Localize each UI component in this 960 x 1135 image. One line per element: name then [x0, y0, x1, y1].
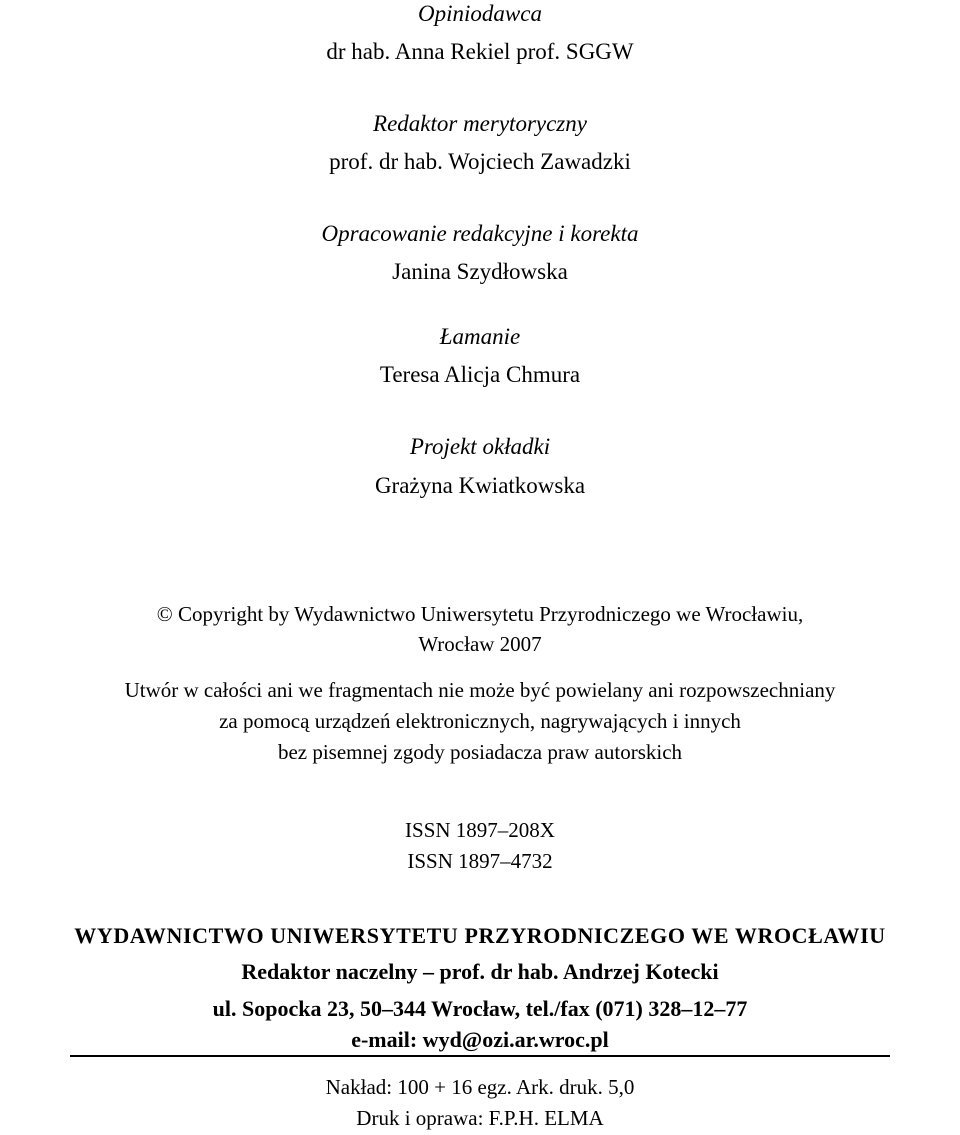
publisher-email: e-mail: wyd@ozi.ar.wroc.pl [351, 1027, 609, 1052]
credit-role-substantive-editor: Redaktor merytoryczny [373, 111, 587, 136]
credit-name-typesetting: Teresa Alicja Chmura [379, 362, 581, 387]
credit-name-substantive-editor: prof. dr hab. Wojciech Zawadzki [329, 149, 631, 174]
credit-role-typesetting: Łamanie [439, 324, 521, 349]
rights-notice-line: za pomocą urządzeń elektronicznych, nagrywających i innych [219, 709, 741, 733]
copyright-place-year: Wrocław 2007 [418, 632, 542, 656]
issn-number: ISSN 1897–208X [405, 818, 555, 842]
rights-notice-line: Utwór w całości ani we fragmentach nie może być powielany ani rozpowszechniany [124, 678, 836, 702]
credit-role-reviewer: Opiniodawca [418, 1, 542, 26]
printer: Druk i oprawa: F.P.H. ELMA [356, 1106, 604, 1130]
credit-role-cover-design: Projekt okładki [409, 434, 551, 459]
credit-name-reviewer: dr hab. Anna Rekiel prof. SGGW [326, 39, 634, 64]
issn-number: ISSN 1897–4732 [407, 849, 553, 873]
credit-role-copy-editing: Opracowanie redakcyjne i korekta [321, 221, 639, 246]
rights-notice-line: bez pisemnej zgody posiadacza praw autorskich [277, 740, 683, 764]
print-run: Nakład: 100 + 16 egz. Ark. druk. 5,0 [325, 1075, 635, 1099]
publisher-address: ul. Sopocka 23, 50–344 Wrocław, tel./fax (071) 328–12–77 [212, 996, 748, 1021]
copyright-line: © Copyright by Wydawnictwo Uniwersytetu Przyrodniczego we Wrocławiu, [156, 602, 804, 626]
publisher-name: WYDAWNICTWO UNIWERSYTETU PRZYRODNICZEGO WE WROCŁAWIU [74, 923, 886, 948]
divider-rule [70, 1055, 890, 1057]
credit-name-cover-design: Grażyna Kwiatkowska [374, 473, 586, 498]
publisher-editor-in-chief: Redaktor naczelny – prof. dr hab. Andrzej Kotecki [241, 959, 719, 984]
credit-name-copy-editing: Janina Szydłowska [392, 259, 568, 284]
